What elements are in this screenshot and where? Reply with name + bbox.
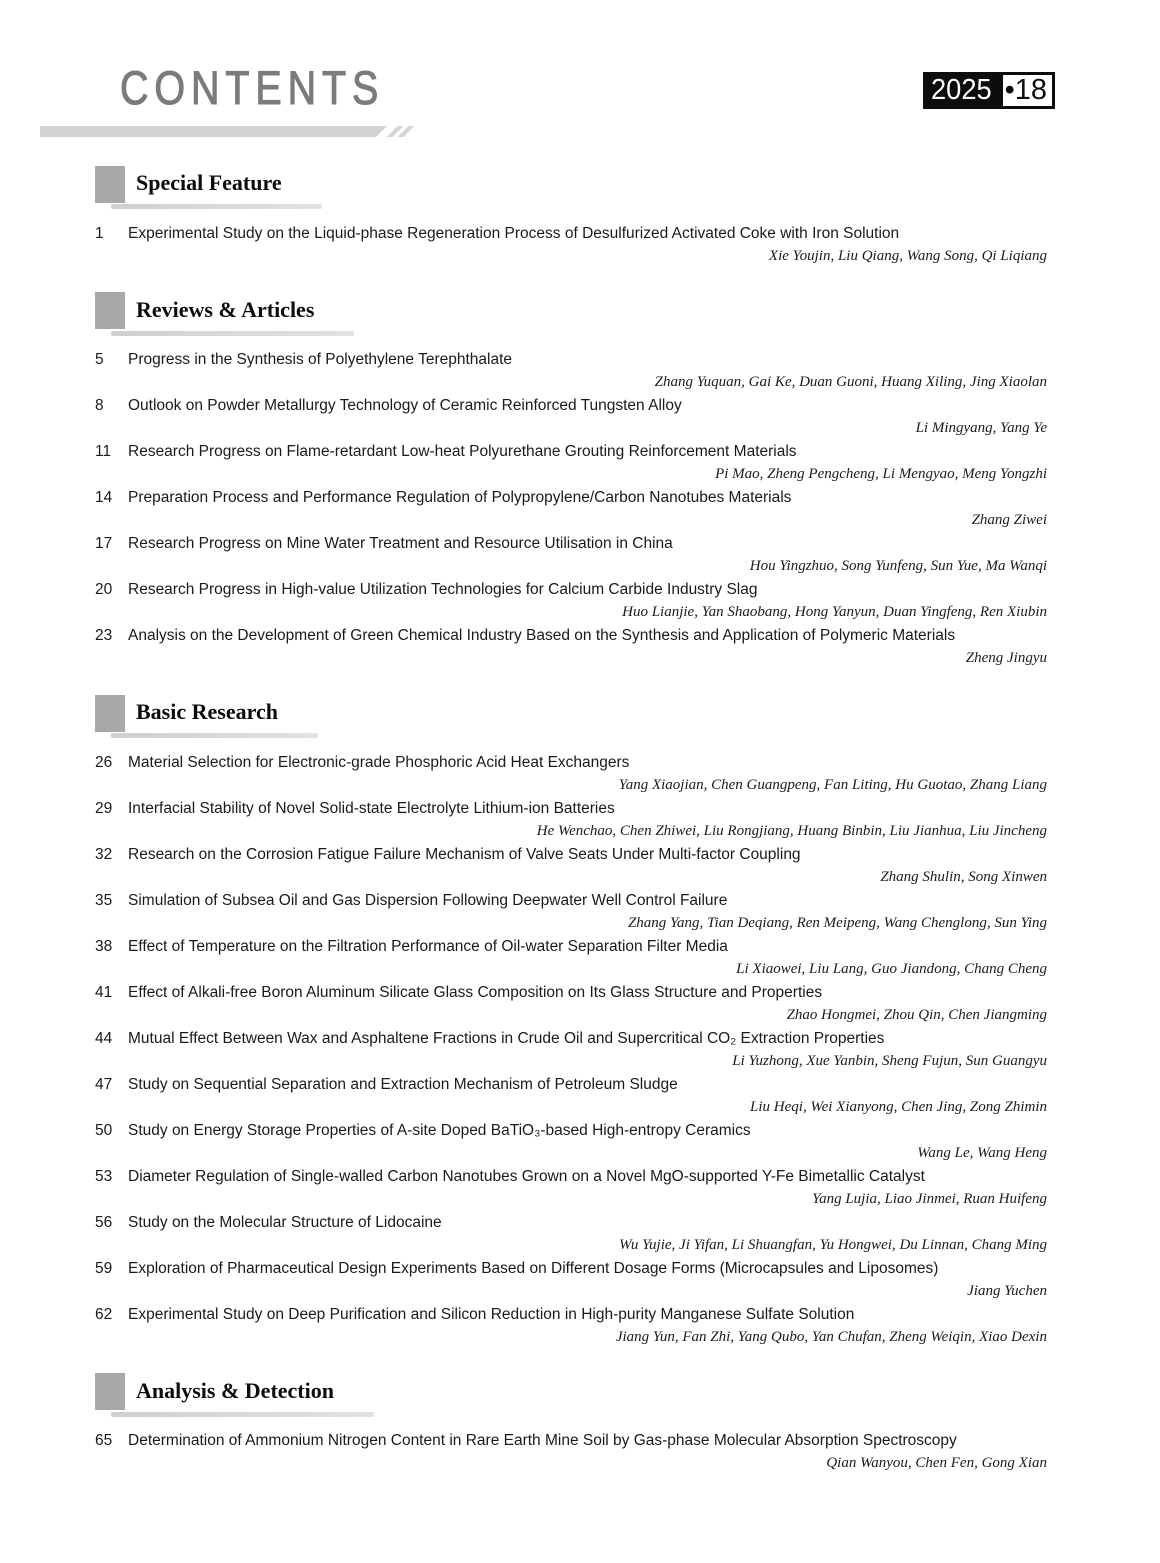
entry-authors: Jiang Yuchen [967, 1282, 1047, 1299]
entry-page-number: 23 [95, 627, 113, 644]
title-rule-bar [40, 126, 387, 137]
toc-entry [95, 1211, 1047, 1257]
section-title: Analysis & Detection [136, 1374, 348, 1410]
entry-authors: Xie Youjin, Liu Qiang, Wang Song, Qi Liqiang [768, 247, 1047, 264]
entry-title-row [95, 1303, 1047, 1326]
section-marker-icon [95, 695, 125, 732]
entry-page-number: 14 [95, 489, 113, 506]
entry-page-number: 11 [95, 443, 112, 460]
entry-authors: Wu Yujie, Ji Yifan, Li Shuangfan, Yu Hongwei, Du Linnan, Chang Ming [619, 1236, 1047, 1253]
issue-year: 2025 [931, 74, 992, 106]
section-header [95, 1373, 348, 1411]
toc-entry [95, 394, 1047, 440]
entry-authors: Yang Lujia, Liao Jinmei, Ruan Huifeng [812, 1190, 1047, 1207]
entry-page-number: 59 [95, 1259, 113, 1277]
toc-entry [95, 222, 1047, 268]
entry-title: Interfacial Stability of Novel Solid-state Electrolyte Lithium-ion Batteries [128, 799, 615, 817]
entry-page-number: 47 [95, 1075, 113, 1093]
entry-title: Research Progress in High-value Utilization Technologies for Calcium Carbide Industry Slag [128, 581, 758, 598]
entry-title-row [95, 935, 1047, 958]
entry-title: Outlook on Powder Metallurgy Technology of Ceramic Reinforced Tungsten Alloy [128, 397, 682, 414]
entry-title-row [95, 1027, 1047, 1050]
title-rule [40, 126, 1160, 137]
section-title: Reviews & Articles [136, 293, 328, 329]
section-marker-icon [95, 1373, 125, 1410]
entry-title: Material Selection for Electronic-grade Phosphoric Acid Heat Exchangers [128, 753, 630, 771]
toc-entry [95, 532, 1047, 578]
entry-authors: Zhang Ziwei [971, 512, 1047, 528]
entry-title-row [95, 624, 1047, 647]
entry-title: Experimental Study on the Liquid-phase Regeneration Process of Desulfurized Activated Coke with Iron Solution [128, 224, 900, 242]
entry-list [95, 222, 1047, 274]
toc-entry [95, 935, 1047, 981]
entry-authors: Jiang Yun, Fan Zhi, Yang Qubo, Yan Chufan, Zheng Weiqin, Xiao Dexin [615, 1328, 1047, 1345]
entry-title-row [95, 348, 1047, 371]
toc-entry [95, 348, 1047, 394]
entry-title-row [95, 1119, 1047, 1142]
section [0, 157, 1160, 274]
entry-authors: Pi Mao, Zheng Pengcheng, Li Mengyao, Meng Yongzhi [715, 466, 1047, 482]
entry-title-row [95, 797, 1047, 820]
toc-entry [95, 843, 1047, 889]
entry-title: Mutual Effect Between Wax and Asphaltene Fractions in Crude Oil and Supercritical CO₂ Extraction Properties [128, 1029, 885, 1047]
section-title: Basic Research [136, 695, 292, 731]
toc-entry [95, 578, 1047, 624]
toc-entry [95, 1119, 1047, 1165]
entry-authors: Yang Xiaojian, Chen Guangpeng, Fan Liting, Hu Guotao, Zhang Liang [618, 776, 1047, 793]
toc-entry [95, 1073, 1047, 1119]
section [0, 686, 1160, 1355]
entry-authors: Huo Lianjie, Yan Shaobang, Hong Yanyun, Duan Yingfeng, Ren Xiubin [622, 604, 1047, 620]
entry-title-row [95, 751, 1047, 774]
entry-list [95, 751, 1047, 1355]
entry-page-number: 50 [95, 1121, 113, 1139]
entry-title-row [95, 981, 1047, 1004]
section-header [95, 165, 296, 203]
entry-title: Simulation of Subsea Oil and Gas Dispersion Following Deepwater Well Control Failure [128, 891, 728, 909]
entry-authors: Liu Heqi, Wei Xianyong, Chen Jing, Zong Zhimin [750, 1098, 1047, 1115]
entry-authors: Li Xiaowei, Liu Lang, Guo Jiandong, Chang Cheng [736, 960, 1047, 977]
entry-list [95, 348, 1047, 676]
entry-page-number: 38 [95, 937, 113, 955]
entry-authors: Li Mingyang, Yang Ye [915, 420, 1047, 436]
toc-entry [95, 1257, 1047, 1303]
entry-title: Study on Energy Storage Properties of A-site Doped BaTiO₃-based High-entropy Ceramics [128, 1121, 751, 1139]
entry-title: Determination of Ammonium Nitrogen Content in Rare Earth Mine Soil by Gas-phase Molecular Absorption Spectroscopy [128, 1432, 957, 1449]
section-header [95, 292, 328, 330]
toc-entry [95, 889, 1047, 935]
entry-authors: Li Yuzhong, Xue Yanbin, Sheng Fujun, Sun Guangyu [732, 1052, 1047, 1069]
entry-title: Research on the Corrosion Fatigue Failure Mechanism of Valve Seats Under Multi-factor Coupling [128, 845, 801, 863]
toc-entry [95, 1165, 1047, 1211]
toc-entry [95, 981, 1047, 1027]
section-header [95, 694, 292, 732]
toc-entry [95, 797, 1047, 843]
entry-authors: Wang Le, Wang Heng [917, 1144, 1047, 1161]
entry-title-row [95, 222, 1047, 245]
toc-entry [95, 486, 1047, 532]
page-title: CONTENTS [120, 61, 385, 114]
entry-authors: Zhang Yang, Tian Deqiang, Ren Meipeng, Wang Chenglong, Sun Ying [627, 914, 1047, 931]
entry-title-row [95, 1073, 1047, 1096]
entry-authors: Zhang Shulin, Song Xinwen [880, 868, 1047, 885]
masthead [0, 0, 1160, 137]
toc-entry [95, 1303, 1047, 1349]
toc-entry [95, 624, 1047, 670]
entry-title: Preparation Process and Performance Regulation of Polypropylene/Carbon Nanotubes Materials [128, 489, 792, 506]
entry-title-row [95, 440, 1047, 463]
entry-title-row [95, 1257, 1047, 1280]
entry-page-number: 56 [95, 1213, 113, 1231]
entry-title: Diameter Regulation of Single-walled Carbon Nanotubes Grown on a Novel MgO-supported Y-Fe Bimetallic Catalyst [128, 1167, 925, 1185]
entry-authors: Zhao Hongmei, Zhou Qin, Chen Jiangming [786, 1006, 1047, 1023]
entry-page-number: 41 [95, 983, 113, 1001]
entry-title: Research Progress on Mine Water Treatment and Resource Utilisation in China [128, 535, 673, 552]
entry-title-row [95, 394, 1047, 417]
entry-title-row [95, 843, 1047, 866]
toc-entry [95, 1027, 1047, 1073]
toc-entry [95, 440, 1047, 486]
entry-page-number: 62 [95, 1305, 113, 1323]
entry-title: Study on Sequential Separation and Extraction Mechanism of Petroleum Sludge [128, 1075, 678, 1093]
entry-page-number: 65 [95, 1432, 113, 1449]
section [0, 284, 1160, 677]
entry-page-number: 29 [95, 799, 113, 817]
section-marker-icon [95, 292, 125, 329]
entry-authors: Hou Yingzhuo, Song Yunfeng, Sun Yue, Ma Wanqi [749, 558, 1047, 574]
entry-page-number: 26 [95, 753, 113, 771]
entry-title: Research Progress on Flame-retardant Low-heat Polyurethane Grouting Reinforcement Materials [128, 443, 797, 460]
entry-title: Progress in the Synthesis of Polyethylene Terephthalate [128, 351, 513, 368]
toc-entry [95, 751, 1047, 797]
entry-page-number: 35 [95, 891, 113, 909]
entry-list [95, 1429, 1047, 1481]
entry-title-row [95, 1165, 1047, 1188]
entry-page-number: 5 [95, 351, 104, 368]
entry-page-number: 8 [95, 397, 104, 414]
section [0, 1365, 1160, 1482]
entry-page-number: 53 [95, 1167, 113, 1185]
issue-number: •18 [1003, 75, 1052, 106]
entry-title-row [95, 889, 1047, 912]
entry-authors: He Wenchao, Chen Zhiwei, Liu Rongjiang, Huang Binbin, Liu Jianhua, Liu Jincheng [536, 822, 1047, 839]
entry-title-row [95, 1211, 1047, 1234]
sections [0, 157, 1160, 1481]
entry-page-number: 32 [95, 845, 113, 863]
entry-title: Effect of Temperature on the Filtration Performance of Oil-water Separation Filter Media [128, 937, 728, 955]
entry-authors: Zheng Jingyu [965, 650, 1047, 666]
toc-entry [95, 1429, 1047, 1475]
entry-authors: Zhang Yuquan, Gai Ke, Duan Guoni, Huang Xiling, Jing Xiaolan [654, 374, 1047, 390]
entry-authors: Qian Wanyou, Chen Fen, Gong Xian [826, 1455, 1047, 1471]
entry-page-number: 17 [95, 535, 113, 552]
entry-title: Effect of Alkali-free Boron Aluminum Silicate Glass Composition on Its Glass Structure and Properties [128, 983, 823, 1001]
entry-page-number: 20 [95, 581, 113, 598]
entry-title: Exploration of Pharmaceutical Design Experiments Based on Different Dosage Forms (Microcapsules and Liposomes) [128, 1259, 939, 1277]
entry-page-number: 44 [95, 1029, 113, 1047]
entry-title-row [95, 1429, 1047, 1452]
entry-page-number: 1 [95, 224, 104, 242]
entry-title: Analysis on the Development of Green Chemical Industry Based on the Synthesis and Application of Polymeric Materials [128, 627, 956, 644]
entry-title: Experimental Study on Deep Purification and Silicon Reduction in High-purity Manganese Sulfate Solution [128, 1305, 855, 1323]
entry-title-row [95, 486, 1047, 509]
section-marker-icon [95, 166, 125, 203]
issue-badge [923, 72, 1055, 109]
section-title: Special Feature [136, 166, 296, 202]
entry-title-row [95, 578, 1047, 601]
entry-title: Study on the Molecular Structure of Lidocaine [128, 1213, 442, 1231]
entry-title-row [95, 532, 1047, 555]
